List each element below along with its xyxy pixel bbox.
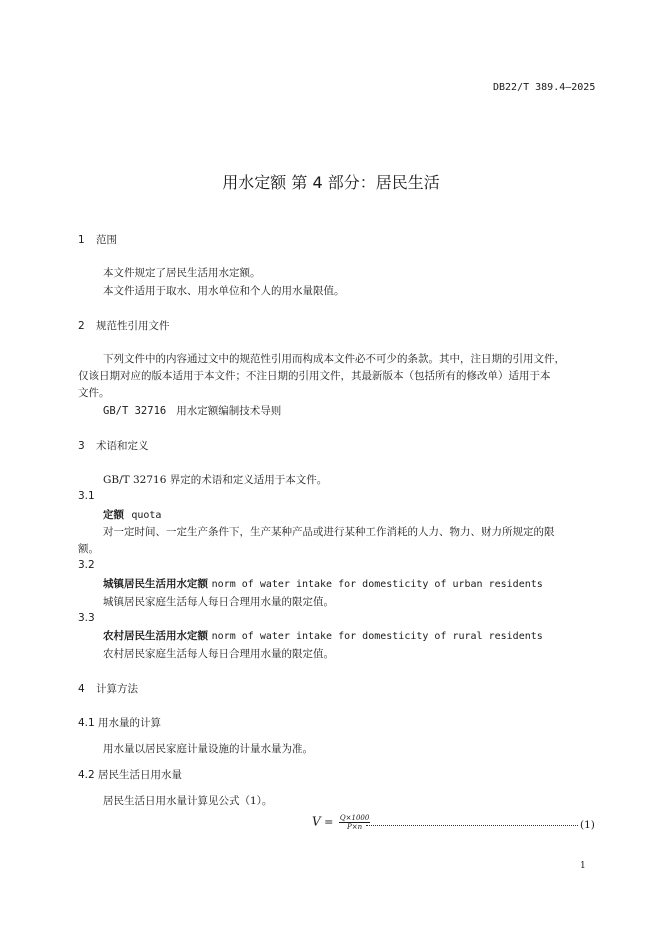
section-number: 4 [78, 683, 85, 695]
term-chinese: 城镇居民生活用水定额 [103, 578, 208, 590]
section-number: 1 [78, 234, 85, 246]
formula-number: (1) [580, 819, 595, 831]
term-chinese: 定额 [103, 509, 124, 521]
subsection-title: 居民生活日用水量 [98, 769, 183, 781]
section-title: 范围 [96, 234, 117, 246]
formula [312, 814, 370, 831]
formula-equals: = [324, 815, 334, 829]
section-number: 3 [78, 440, 85, 452]
section-3-heading [78, 438, 149, 453]
subsection-title: 用水量的计算 [98, 717, 162, 729]
term-name [103, 507, 161, 522]
subsection-4-1-text: 用水量以居民家庭计量设施的计量水量为准。 [103, 743, 313, 755]
subsection-4-1-heading [78, 715, 161, 730]
term-number: 3.3 [78, 612, 95, 624]
term-english: norm of water intake for domesticity of urban residents [211, 579, 543, 590]
section-1-heading [78, 232, 117, 247]
formula-numerator: Q×1000 [339, 814, 370, 822]
subsection-number: 4.1 [78, 717, 95, 729]
section-4-heading [78, 681, 138, 696]
subsection-4-2-heading [78, 767, 182, 782]
section-2-paragraph-line-2: 仅该日期对应的版本适用于本文件；不注日期的引用文件，其最新版本（包括所有的修改单）适用于本 [78, 370, 551, 382]
formula-variable: V [312, 814, 321, 829]
term-number: 3.1 [78, 490, 95, 502]
term-chinese: 农村居民生活用水定额 [103, 630, 208, 642]
term-english: norm of water intake for domesticity of rural residents [211, 631, 543, 642]
subsection-number: 4.2 [78, 769, 95, 781]
section-1-paragraph-1: 本文件规定了居民生活用水定额。 [103, 267, 261, 279]
subsection-4-2-text: 居民生活日用水量计算见公式（1）。 [103, 795, 273, 807]
section-2-paragraph-line-3: 文件。 [78, 387, 110, 399]
formula-leader-dots [366, 820, 578, 826]
normative-reference [103, 403, 281, 418]
term-definition: 城镇居民家庭生活每人每日合理用水量的限定值。 [103, 596, 334, 608]
term-definition-line-2: 额。 [78, 543, 99, 555]
term-english: quota [131, 510, 162, 521]
formula-denominator: P×n [347, 823, 363, 831]
section-title: 术语和定义 [96, 440, 149, 452]
section-number: 2 [78, 320, 85, 332]
reference-code: GB/T 32716 [103, 405, 167, 417]
section-title: 计算方法 [96, 683, 138, 695]
document-title: 用水定额 第 4 部分：居民生活 [222, 173, 440, 192]
section-1-paragraph-2: 本文件适用于取水、用水单位和个人的用水量限值。 [103, 285, 345, 297]
reference-title: 用水定额编制技术导则 [176, 405, 282, 417]
section-3-intro: GB/T 32716 界定的术语和定义适用于本文件。 [103, 474, 328, 486]
term-name [103, 628, 543, 643]
term-definition-line-1: 对一定时间、一定生产条件下，生产某种产品或进行某种工作消耗的人力、物力、财力所规定的限 [103, 526, 555, 538]
section-2-paragraph-line-1: 下列文件中的内容通过文中的规范性引用而构成本文件必不可少的条款。其中，注日期的引用文件， [103, 353, 565, 365]
term-name [103, 576, 543, 591]
standard-code: DB22/T 389.4—2025 [493, 82, 596, 93]
section-title: 规范性引用文件 [96, 320, 170, 332]
term-definition: 农村居民家庭生活每人每日合理用水量的限定值。 [103, 648, 334, 660]
page-number: 1 [580, 861, 586, 871]
section-2-heading [78, 318, 170, 333]
term-number: 3.2 [78, 559, 95, 571]
